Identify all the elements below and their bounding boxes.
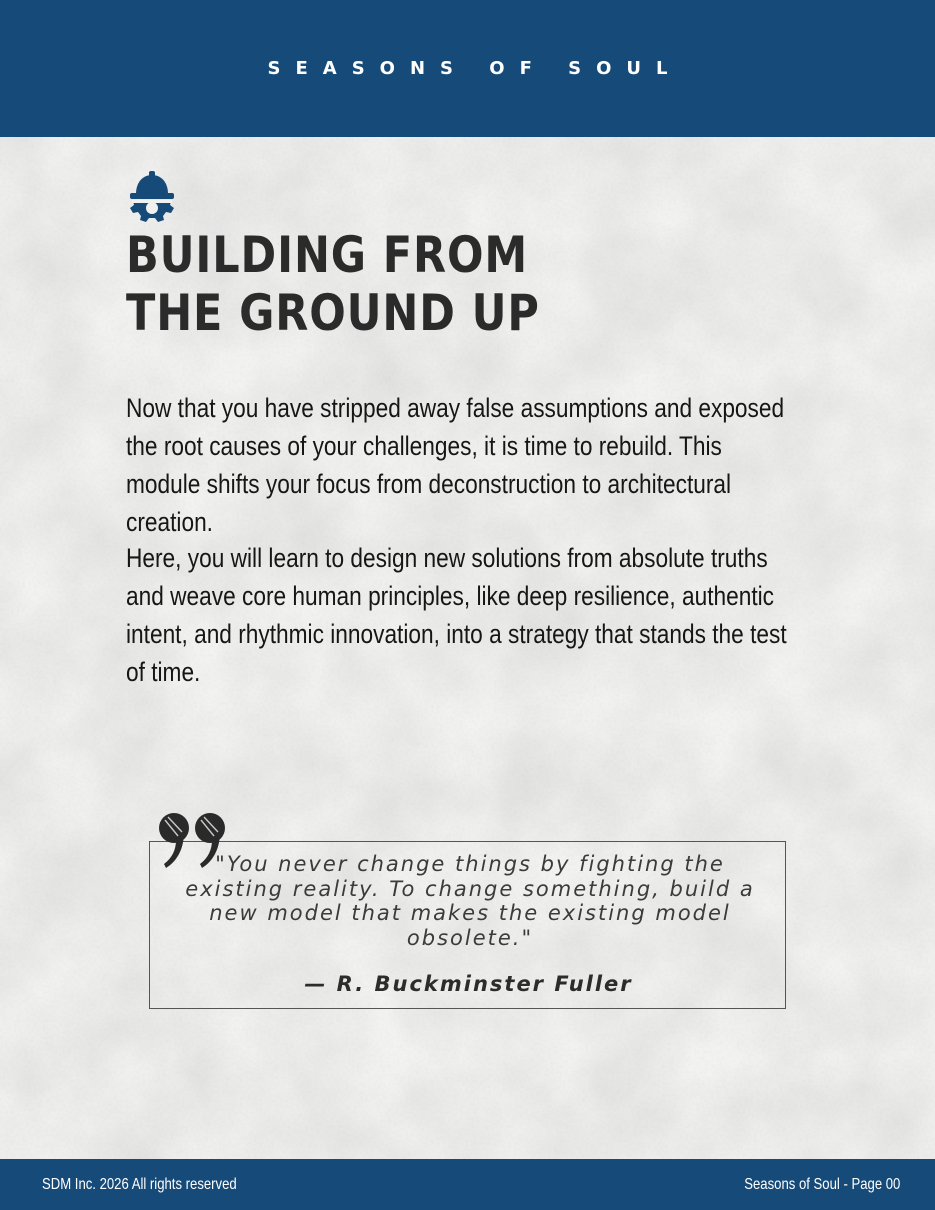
page-title: [126, 226, 642, 342]
footer-page-number: Seasons of Soul - Page 00: [743, 1176, 900, 1193]
header-band: [0, 0, 935, 137]
footer-copyright: SDM Inc. 2026 All rights reserved: [42, 1176, 237, 1193]
intro-paragraph-2: Here, you will learn to design new solutions from absolute truths and weave core human principles, like deep resilience, authentic intent, and rhythmic innovation, into a strategy that stands the test of time.: [126, 543, 787, 687]
footer-band: [0, 1159, 935, 1210]
quote-text: "You never change things by fighting the existing reality. To change something, build a new model that makes the existing model obsolete.": [185, 852, 755, 950]
quote-author: — R. Buckminster Fuller: [304, 972, 633, 996]
hardhat-gear-icon: [124, 168, 180, 222]
title-line-1: BUILDING FROM: [126, 226, 529, 284]
intro-paragraph-1: Now that you have stripped away false assumptions and exposed the root causes of your challenges, it is time to rebuild. This module shifts your focus from deconstruction to architectural creation.: [126, 393, 785, 537]
title-line-2: THE GROUND UP: [126, 284, 540, 342]
header-title: SEASONS OF SOUL: [267, 58, 683, 79]
